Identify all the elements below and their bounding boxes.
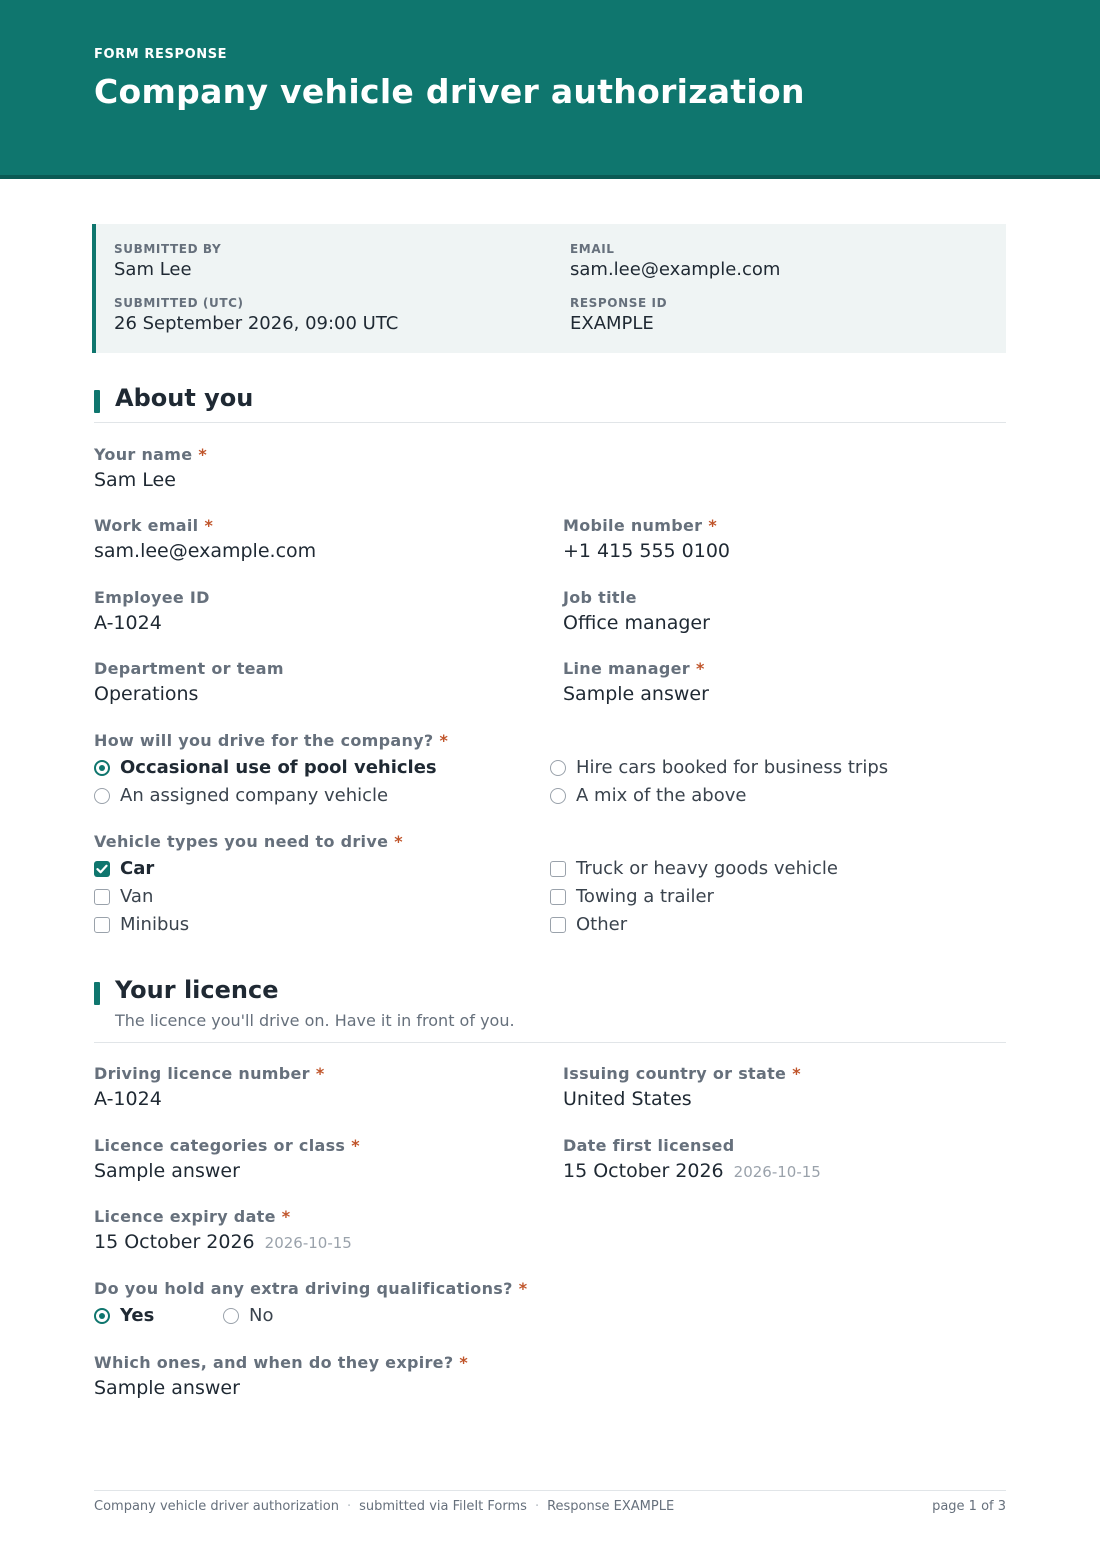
field-your-name [94, 445, 207, 491]
footer-form-name: Company vehicle driver authorization [94, 1499, 339, 1514]
footer-separator: · [534, 1499, 540, 1514]
submitter-email [570, 242, 780, 280]
field-label: Employee ID [94, 588, 210, 607]
iso-date-hint: 2026-10-15 [264, 1234, 352, 1252]
radio-empty-icon [550, 760, 566, 776]
field-value: sam.lee@example.com [94, 540, 317, 562]
page-number: page 1 of 3 [932, 1499, 1006, 1514]
field-date-first-licensed [563, 1136, 821, 1182]
field-label: Issuing country or state * [563, 1064, 801, 1083]
required-marker: * [459, 1353, 469, 1372]
footer-info [94, 1499, 674, 1514]
required-marker: * [708, 516, 717, 535]
footer-response: Response EXAMPLE [547, 1499, 675, 1514]
radio-option[interactable] [94, 785, 388, 806]
section-accent-bar [94, 390, 100, 413]
field-label: How will you drive for the company? * [94, 731, 449, 750]
radio-selected-icon [94, 760, 110, 776]
submitted-by-value: Sam Lee [114, 259, 192, 280]
radio-option-yes[interactable] [94, 1305, 154, 1326]
section-divider [94, 422, 1006, 423]
field-work-email [94, 516, 316, 562]
required-marker: * [394, 832, 403, 851]
field-extra-qualifications [94, 1279, 527, 1298]
submitted-utc-label: SUBMITTED (UTC) [114, 296, 244, 310]
required-marker: * [198, 445, 208, 464]
field-label: Your name * [94, 445, 208, 464]
field-department [94, 659, 284, 705]
checkbox-checked-icon [94, 861, 110, 877]
checkbox-empty-icon [550, 889, 566, 905]
checkbox-empty-icon [94, 889, 110, 905]
checkbox-option[interactable] [94, 914, 189, 935]
field-value: Sample answer [94, 1377, 240, 1399]
form-eyebrow: FORM RESPONSE [94, 47, 228, 62]
field-label: Which ones, and when do they expire? * [94, 1353, 469, 1372]
section-subtitle: The licence you'll drive on. Have it in front of you. [115, 1011, 515, 1030]
field-value: Operations [94, 683, 199, 705]
field-label: Licence expiry date * [94, 1207, 291, 1226]
required-marker: * [315, 1064, 325, 1083]
response-id-value: EXAMPLE [570, 313, 654, 334]
field-line-manager [563, 659, 709, 705]
option-label: A mix of the above [576, 785, 747, 806]
footer-via: submitted via FileIt Forms [359, 1499, 527, 1514]
option-label: Minibus [120, 914, 190, 935]
required-marker: * [281, 1207, 291, 1226]
field-label: Do you hold any extra driving qualifications? * [94, 1279, 528, 1298]
option-label: Towing a trailer [576, 886, 714, 907]
radio-empty-icon [550, 788, 566, 804]
checkbox-empty-icon [94, 917, 110, 933]
field-value: +1 415 555 0100 [563, 540, 731, 562]
radio-option[interactable] [550, 757, 888, 778]
checkbox-option[interactable] [94, 858, 154, 879]
response-id [570, 296, 667, 334]
footer-separator: · [346, 1499, 352, 1514]
option-label: Yes [120, 1305, 155, 1326]
submitted-utc-value: 26 September 2026, 09:00 UTC [114, 313, 399, 334]
field-label: Line manager * [563, 659, 705, 678]
field-value: A-1024 [94, 1088, 162, 1110]
field-licence-number [94, 1064, 325, 1110]
checkbox-empty-icon [550, 861, 566, 877]
field-which-qualifications [94, 1353, 468, 1399]
field-label: Licence categories or class * [94, 1136, 360, 1155]
page-title: Company vehicle driver authorization [94, 72, 805, 111]
response-id-label: RESPONSE ID [570, 296, 668, 310]
required-marker: * [439, 731, 449, 750]
field-value: Office manager [563, 612, 710, 634]
form-header [0, 0, 1100, 179]
field-vehicle-types [94, 832, 403, 851]
section-title: About you [115, 384, 254, 412]
section-divider [94, 1042, 1006, 1043]
checkbox-option[interactable] [94, 886, 153, 907]
option-label: Van [120, 886, 154, 907]
radio-option[interactable] [550, 785, 746, 806]
required-marker: * [695, 659, 705, 678]
field-job-title [563, 588, 710, 634]
email-label: EMAIL [570, 242, 615, 256]
field-licence-categories [94, 1136, 360, 1182]
field-value: A-1024 [94, 612, 162, 634]
field-drive-mode [94, 731, 448, 750]
field-label: Work email * [94, 516, 214, 535]
required-marker: * [351, 1136, 360, 1155]
field-value: Sam Lee [94, 469, 176, 491]
field-label: Mobile number * [563, 516, 717, 535]
footer-divider [94, 1490, 1006, 1491]
required-marker: * [518, 1279, 528, 1298]
field-value: 15 October 2026 2026-10-15 [94, 1231, 352, 1253]
field-issuing-country [563, 1064, 801, 1110]
option-label: Car [120, 858, 155, 879]
section-accent-bar [94, 982, 100, 1005]
field-mobile-number [563, 516, 730, 562]
checkbox-option[interactable] [550, 858, 838, 879]
field-label: Department or team [94, 659, 284, 678]
field-value: Sample answer [563, 683, 709, 705]
field-label: Date first licensed [563, 1136, 735, 1155]
option-label: Truck or heavy goods vehicle [576, 858, 838, 879]
submission-meta [92, 224, 1006, 353]
section-title: Your licence [115, 976, 279, 1004]
checkbox-option[interactable] [550, 886, 714, 907]
field-value: 15 October 2026 2026-10-15 [563, 1160, 821, 1182]
radio-option[interactable] [94, 757, 437, 778]
field-value: United States [563, 1088, 692, 1110]
submitted-by [114, 242, 221, 280]
checkbox-empty-icon [550, 917, 566, 933]
option-label: Other [576, 914, 628, 935]
field-value: Sample answer [94, 1160, 240, 1182]
radio-empty-icon [94, 788, 110, 804]
email-value: sam.lee@example.com [570, 259, 781, 280]
iso-date-hint: 2026-10-15 [733, 1163, 821, 1181]
submitted-utc [114, 296, 398, 334]
option-label: No [249, 1305, 274, 1326]
radio-option-no[interactable] [223, 1305, 273, 1326]
option-label: Occasional use of pool vehicles [120, 757, 437, 778]
radio-selected-icon [94, 1308, 110, 1324]
field-label: Driving licence number * [94, 1064, 325, 1083]
field-licence-expiry [94, 1207, 352, 1253]
field-label: Job title [563, 588, 637, 607]
submitted-by-label: SUBMITTED BY [114, 242, 222, 256]
option-label: Hire cars booked for business trips [576, 757, 889, 778]
field-label: Vehicle types you need to drive * [94, 832, 403, 851]
checkbox-option[interactable] [550, 914, 627, 935]
radio-empty-icon [223, 1308, 239, 1324]
required-marker: * [204, 516, 214, 535]
field-employee-id [94, 588, 210, 634]
option-label: An assigned company vehicle [120, 785, 389, 806]
required-marker: * [792, 1064, 801, 1083]
